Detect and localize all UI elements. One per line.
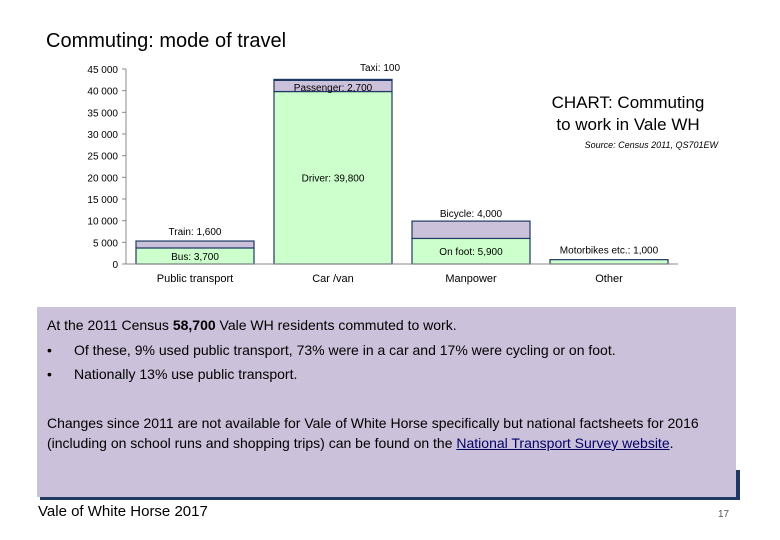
chart-heading bbox=[536, 92, 720, 136]
census-summary bbox=[47, 317, 457, 333]
x-tick-label: Other bbox=[595, 273, 623, 285]
panel-shadow-right bbox=[736, 470, 740, 500]
changes-paragraph bbox=[47, 413, 707, 453]
bar-segment bbox=[550, 260, 668, 264]
bar-data-label: Driver: 39,800 bbox=[301, 173, 365, 185]
y-tick-label: 25 000 bbox=[87, 151, 118, 163]
bar-segment bbox=[136, 241, 254, 248]
bar-data-label: Motorbikes etc.: 1,000 bbox=[559, 245, 659, 257]
y-tick-label: 45 000 bbox=[87, 65, 118, 76]
chart-heading-line1: CHART: Commuting bbox=[551, 93, 705, 112]
bar-segment bbox=[412, 221, 530, 238]
panel-shadow-bottom bbox=[40, 497, 740, 500]
page-title: Commuting: mode of travel bbox=[46, 30, 287, 52]
bar-data-label: On foot: 5,900 bbox=[439, 247, 503, 259]
bar-data-label: Bus: 3,700 bbox=[171, 252, 219, 263]
bar-segment bbox=[274, 79, 392, 80]
y-tick-label: 15 000 bbox=[87, 195, 118, 206]
chart-heading-line2: to work in Vale WH bbox=[556, 115, 700, 134]
national-transport-survey-link[interactable]: National Transport Survey website bbox=[456, 435, 670, 451]
x-tick-label: Manpower bbox=[445, 273, 497, 285]
commuter-total: 58,700 bbox=[172, 317, 216, 333]
bullet-dot: • bbox=[47, 342, 52, 358]
bullet-text: Of these, 9% used public transport, 73% were in a car and 17% were cycling or on foot. bbox=[74, 342, 616, 358]
bar-data-label: Train: 1,600 bbox=[168, 227, 222, 239]
text-panel bbox=[37, 307, 736, 497]
changes-text: Changes since 2011 are not available for Vale of White Horse specifically but national factsheets for 2016 (including on school runs and shopping trips) can be found on the bbox=[47, 415, 699, 451]
chart-source: Source: Census 2011, QS701EW bbox=[584, 140, 718, 150]
y-tick-label: 0 bbox=[112, 260, 118, 271]
y-tick-label: 20 000 bbox=[87, 173, 118, 185]
y-tick-label: 30 000 bbox=[87, 130, 118, 141]
x-tick-label: Public transport bbox=[156, 273, 234, 285]
footer-text: Vale of White Horse 2017 bbox=[38, 503, 208, 520]
bullet-dot: • bbox=[47, 366, 52, 382]
page-number: 17 bbox=[718, 509, 730, 520]
bar-data-label: Taxi: 100 bbox=[359, 63, 401, 75]
bar-data-label: Passenger: 2,700 bbox=[293, 82, 373, 94]
bar-data-label: Bicycle: 4,000 bbox=[439, 209, 503, 221]
changes-end: . bbox=[669, 435, 674, 451]
y-tick-label: 5 000 bbox=[92, 238, 118, 250]
bullet-text: Nationally 13% use public transport. bbox=[74, 366, 298, 382]
y-axis bbox=[87, 65, 126, 271]
census-summary-end: Vale WH residents commuted to work. bbox=[215, 317, 457, 333]
census-summary-start: At the 2011 Census bbox=[47, 317, 173, 333]
y-tick-label: 40 000 bbox=[87, 86, 118, 98]
y-tick-label: 10 000 bbox=[87, 216, 118, 228]
x-axis bbox=[126, 264, 678, 285]
x-tick-label: Car /van bbox=[312, 273, 354, 285]
y-tick-label: 35 000 bbox=[87, 108, 118, 120]
